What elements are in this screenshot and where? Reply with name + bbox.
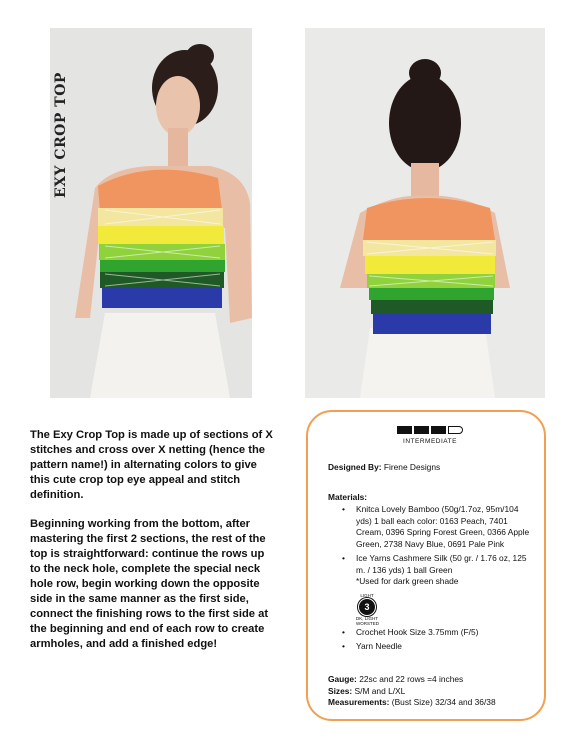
level-bar bbox=[414, 426, 429, 434]
pattern-info-box bbox=[306, 410, 546, 721]
description-paragraph-1: The Exy Crop Top is made up of sections of X stitches and cross over X netting (hence the pattern name!) in alternating colors to give this cute crop top eye appeal and stitch definition. bbox=[30, 429, 273, 501]
pattern-specs bbox=[328, 674, 496, 709]
page-title: EXY CROP TOP bbox=[53, 72, 69, 198]
measurements-value: (Bust Size) 32/34 and 36/38 bbox=[391, 697, 496, 707]
list-item: • Knitca Lovely Bamboo (50g/1.7oz, 95m/104 yds) 1 ball each color: 0163 Peach, 7401 Cream, 0396 Spring Forest Green, 0366 Apple Green, 2738 Navy Blue, 0691 Pale Pink bbox=[342, 504, 532, 550]
yarn-weight-number: 3 bbox=[358, 598, 376, 616]
yarn-weight-icon bbox=[356, 592, 379, 626]
front-view-illustration bbox=[50, 28, 252, 398]
back-view-illustration bbox=[305, 28, 545, 398]
list-item: • Yarn Needle bbox=[342, 641, 532, 653]
measurements-line bbox=[328, 697, 496, 709]
description-paragraph-2: Beginning working from the bottom, after mastering the first 2 sections, the rest of the top is straightforward: continue the rows up to the neck hole, complete the special neck hole row, begin working down the opposite side in the same manner as the first side, connect the finishing rows to the first side at the beginning and end of each row to create armholes, and add a finished edge! bbox=[30, 518, 269, 650]
back-view-photo bbox=[305, 28, 545, 398]
designer-name: Firene Designs bbox=[383, 462, 441, 472]
list-item: • Crochet Hook Size 3.75mm (F/5) bbox=[342, 627, 532, 639]
gauge-line bbox=[328, 674, 496, 686]
gauge-label: Gauge: bbox=[328, 674, 357, 684]
material-text: Ice Yarns Cashmere Silk (50 gr. / 1.76 oz, 125 m. / 136 yds) 1 ball Green bbox=[356, 553, 527, 575]
materials-note: *Used for dark green shade bbox=[356, 576, 459, 586]
pattern-description bbox=[30, 428, 275, 666]
measurements-label: Measurements: bbox=[328, 697, 390, 707]
yarn-weight-bottom-label: DK, LIGHT WORSTED bbox=[356, 615, 379, 626]
sizes-value: S/M and L/XL bbox=[354, 685, 406, 696]
skill-level bbox=[390, 426, 470, 448]
level-bar bbox=[431, 426, 446, 434]
level-bar-empty bbox=[448, 426, 463, 434]
skill-level-icon bbox=[390, 426, 470, 434]
designed-label: Designed By: bbox=[328, 462, 382, 472]
gauge-value: 22sc and 22 rows =4 inches bbox=[359, 674, 464, 684]
skill-level-label: INTERMEDIATE bbox=[403, 438, 457, 445]
list-item bbox=[342, 553, 532, 588]
front-view-photo bbox=[50, 28, 252, 398]
sizes-line bbox=[328, 686, 496, 698]
yarn-weight-top-label: LIGHT bbox=[360, 592, 374, 598]
sizes-label: Sizes: bbox=[328, 685, 353, 696]
materials-heading: Materials: bbox=[328, 492, 368, 502]
designer-line bbox=[328, 462, 440, 474]
level-bar bbox=[397, 426, 412, 434]
vertical-title bbox=[53, 38, 71, 198]
materials-list bbox=[342, 504, 532, 656]
